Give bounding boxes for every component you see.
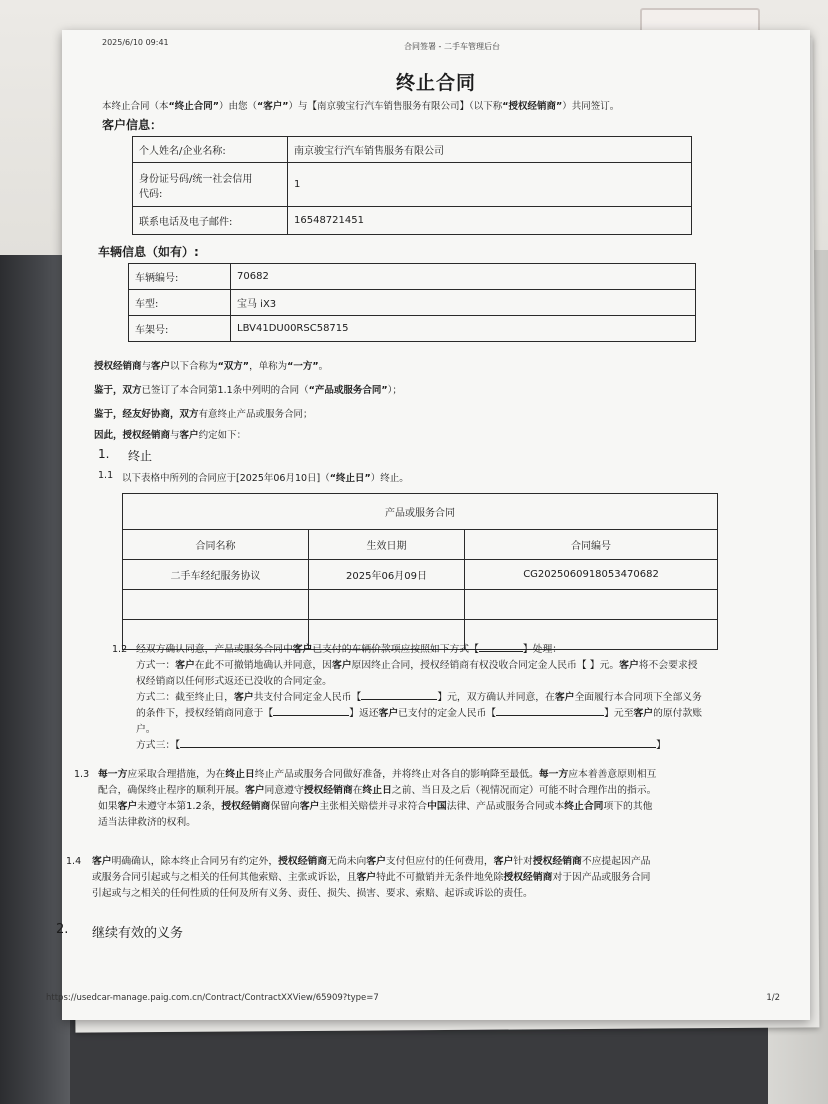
- section-2-title: 继续有效的义务: [92, 926, 184, 941]
- contract-number-cell: CG2025060918053470682: [465, 560, 718, 590]
- clause-1-1-text: 以下表格中所列的合同应于[2025年06月10日]（“终止日”）终止。: [122, 473, 409, 484]
- table-row: [133, 207, 692, 235]
- intro-paragraph: 本终止合同（本“终止合同”）由您（“客户”）与【南京骏宝行汽车销售服务有限公司】（以下称“授权经销商”）共同签订。: [102, 101, 620, 112]
- contract-name-cell: [123, 590, 309, 620]
- column-header-effective-date: 生效日期: [309, 530, 465, 560]
- vehicle-info-table: [128, 263, 696, 342]
- contract-number-cell: [465, 590, 718, 620]
- clause-1-1-number: 1.1: [98, 470, 114, 481]
- recital-therefore: 因此，授权经销商与客户约定如下：: [94, 430, 247, 441]
- vehicle-number-value: 70682: [231, 264, 696, 290]
- table-row: [123, 590, 718, 620]
- print-site-title: 合同签署 - 二手车管理后台: [404, 42, 500, 51]
- recital-parties: 授权经销商与客户以下合称为“双方”，单称为“一方”。: [94, 361, 329, 372]
- terminated-contracts-table: [122, 493, 718, 650]
- contract-name-cell: 二手车经纪服务协议: [123, 560, 309, 590]
- table-caption-row: [123, 494, 718, 530]
- table-row: [129, 264, 696, 290]
- effective-date-cell: 2025年06月09日: [309, 560, 465, 590]
- option-2: 方式二：截至终止日，客户共支付合同定金人民币【 】元，双方确认并同意，在客户全面履行本合同项下全部义务: [136, 692, 702, 703]
- option-2-cont: 的条件下，授权经销商同意于【 】返还客户已支付的定金人民币【 】元至客户的原付款账: [136, 708, 703, 719]
- option-1: 方式一：客户在此不可撤销地确认并同意，因客户原因终止合同，授权经销商有权没收合同定金人民币【 】元。客户将不会要求授: [136, 660, 698, 671]
- table-row: [129, 316, 696, 342]
- option-2-end: 户。: [136, 724, 156, 735]
- table-header-row: [123, 530, 718, 560]
- clause-1-3-text: 每一方应采取合理措施，为在终止日终止产品或服务合同做好准备，并将终止对各自的影响降至最低。每一方应本着善意原则相互 配合，确保终止程序的顺利开展。客户同意遵守授权经销商在终止日之前、当日及之后（视情况而定）可能不时合理作出的指示。 如果客户未遵守本第1.2条，授权经销商保留向客户主张相关赔偿并寻求符合中国法律、产品或服务合同或本终止合同项下的其他 适当法律救济的权利。: [98, 769, 657, 828]
- customer-contact-value: 16548721451: [288, 207, 692, 235]
- document-title: 终止合同: [395, 72, 476, 94]
- effective-date-cell: [309, 590, 465, 620]
- table-row: [133, 137, 692, 163]
- printer-tray: [0, 255, 70, 1104]
- clause-1-2-number: 1.2: [112, 644, 128, 655]
- section-2-number: 2.: [56, 922, 69, 937]
- table-caption: 产品或服务合同: [123, 494, 718, 530]
- section-1-title: 终止: [128, 449, 153, 463]
- customer-name-label: 个人姓名/企业名称:: [133, 137, 288, 163]
- print-footer-url: https://usedcar-manage.paig.com.cn/Contract/ContractXXView/65909?type=7: [46, 993, 379, 1003]
- vehicle-vin-label: 车架号:: [129, 316, 231, 342]
- vehicle-model-label: 车型:: [129, 290, 231, 316]
- clause-1-4-text: 客户明确确认，除本终止合同另有约定外，授权经销商无尚未向客户支付但应付的任何费用，客户针对授权经销商不应提起因产品 或服务合同引起或与之相关的任何其他索赔、主张或诉讼，且客户特此不可撤销并无条件地免除授权经销商对于因产品或服务合同 引起或与之相关的任何性质的任何及所有义务、责任、损失、损害、要求、索赔、起诉或诉讼的责任。: [92, 856, 651, 899]
- customer-contact-label: 联系电话及电子邮件:: [133, 207, 288, 235]
- print-datetime: 2025/6/10 09:41: [102, 38, 169, 47]
- clause-1-3-number: 1.3: [74, 769, 90, 780]
- customer-name-value: 南京骏宝行汽车销售服务有限公司: [288, 137, 692, 163]
- vehicle-info-heading: 车辆信息（如有）:: [98, 245, 199, 259]
- recital-whereas-2: 鉴于，经友好协商，双方有意终止产品或服务合同；: [94, 409, 313, 420]
- clause-1-2-line-1: 经双方确认同意，产品或服务合同中客户已支付的车辆价款项应按照如下方式【 】处理：: [136, 644, 563, 655]
- option-3: 方式三：【 】: [136, 740, 666, 751]
- table-row: [123, 560, 718, 590]
- vehicle-model-value: 宝马 iX3: [231, 290, 696, 316]
- section-1-number: 1.: [98, 447, 110, 461]
- customer-info-table: [132, 136, 692, 235]
- recital-whereas-1: 鉴于，双方已签订了本合同第1.1条中列明的合同（“产品或服务合同”）；: [94, 385, 402, 396]
- vehicle-number-label: 车辆编号:: [129, 264, 231, 290]
- customer-id-value: 1: [288, 163, 692, 207]
- customer-info-heading: 客户信息：: [102, 118, 163, 132]
- clause-1-4-number: 1.4: [66, 856, 82, 867]
- table-row: [133, 163, 692, 207]
- table-row: [129, 290, 696, 316]
- option-1-cont: 权经销商以任何形式返还已没收的合同定金。: [136, 676, 332, 687]
- contract-page: [46, 30, 810, 1020]
- vehicle-vin-value: LBV41DU00RSC58715: [231, 316, 696, 342]
- customer-id-label: 身份证号码/统一社会信用 代码:: [133, 163, 288, 207]
- clause-1-2-text: [136, 642, 776, 754]
- column-header-contract-name: 合同名称: [123, 530, 309, 560]
- print-footer-page-number: 1/2: [766, 993, 780, 1003]
- column-header-contract-number: 合同编号: [465, 530, 718, 560]
